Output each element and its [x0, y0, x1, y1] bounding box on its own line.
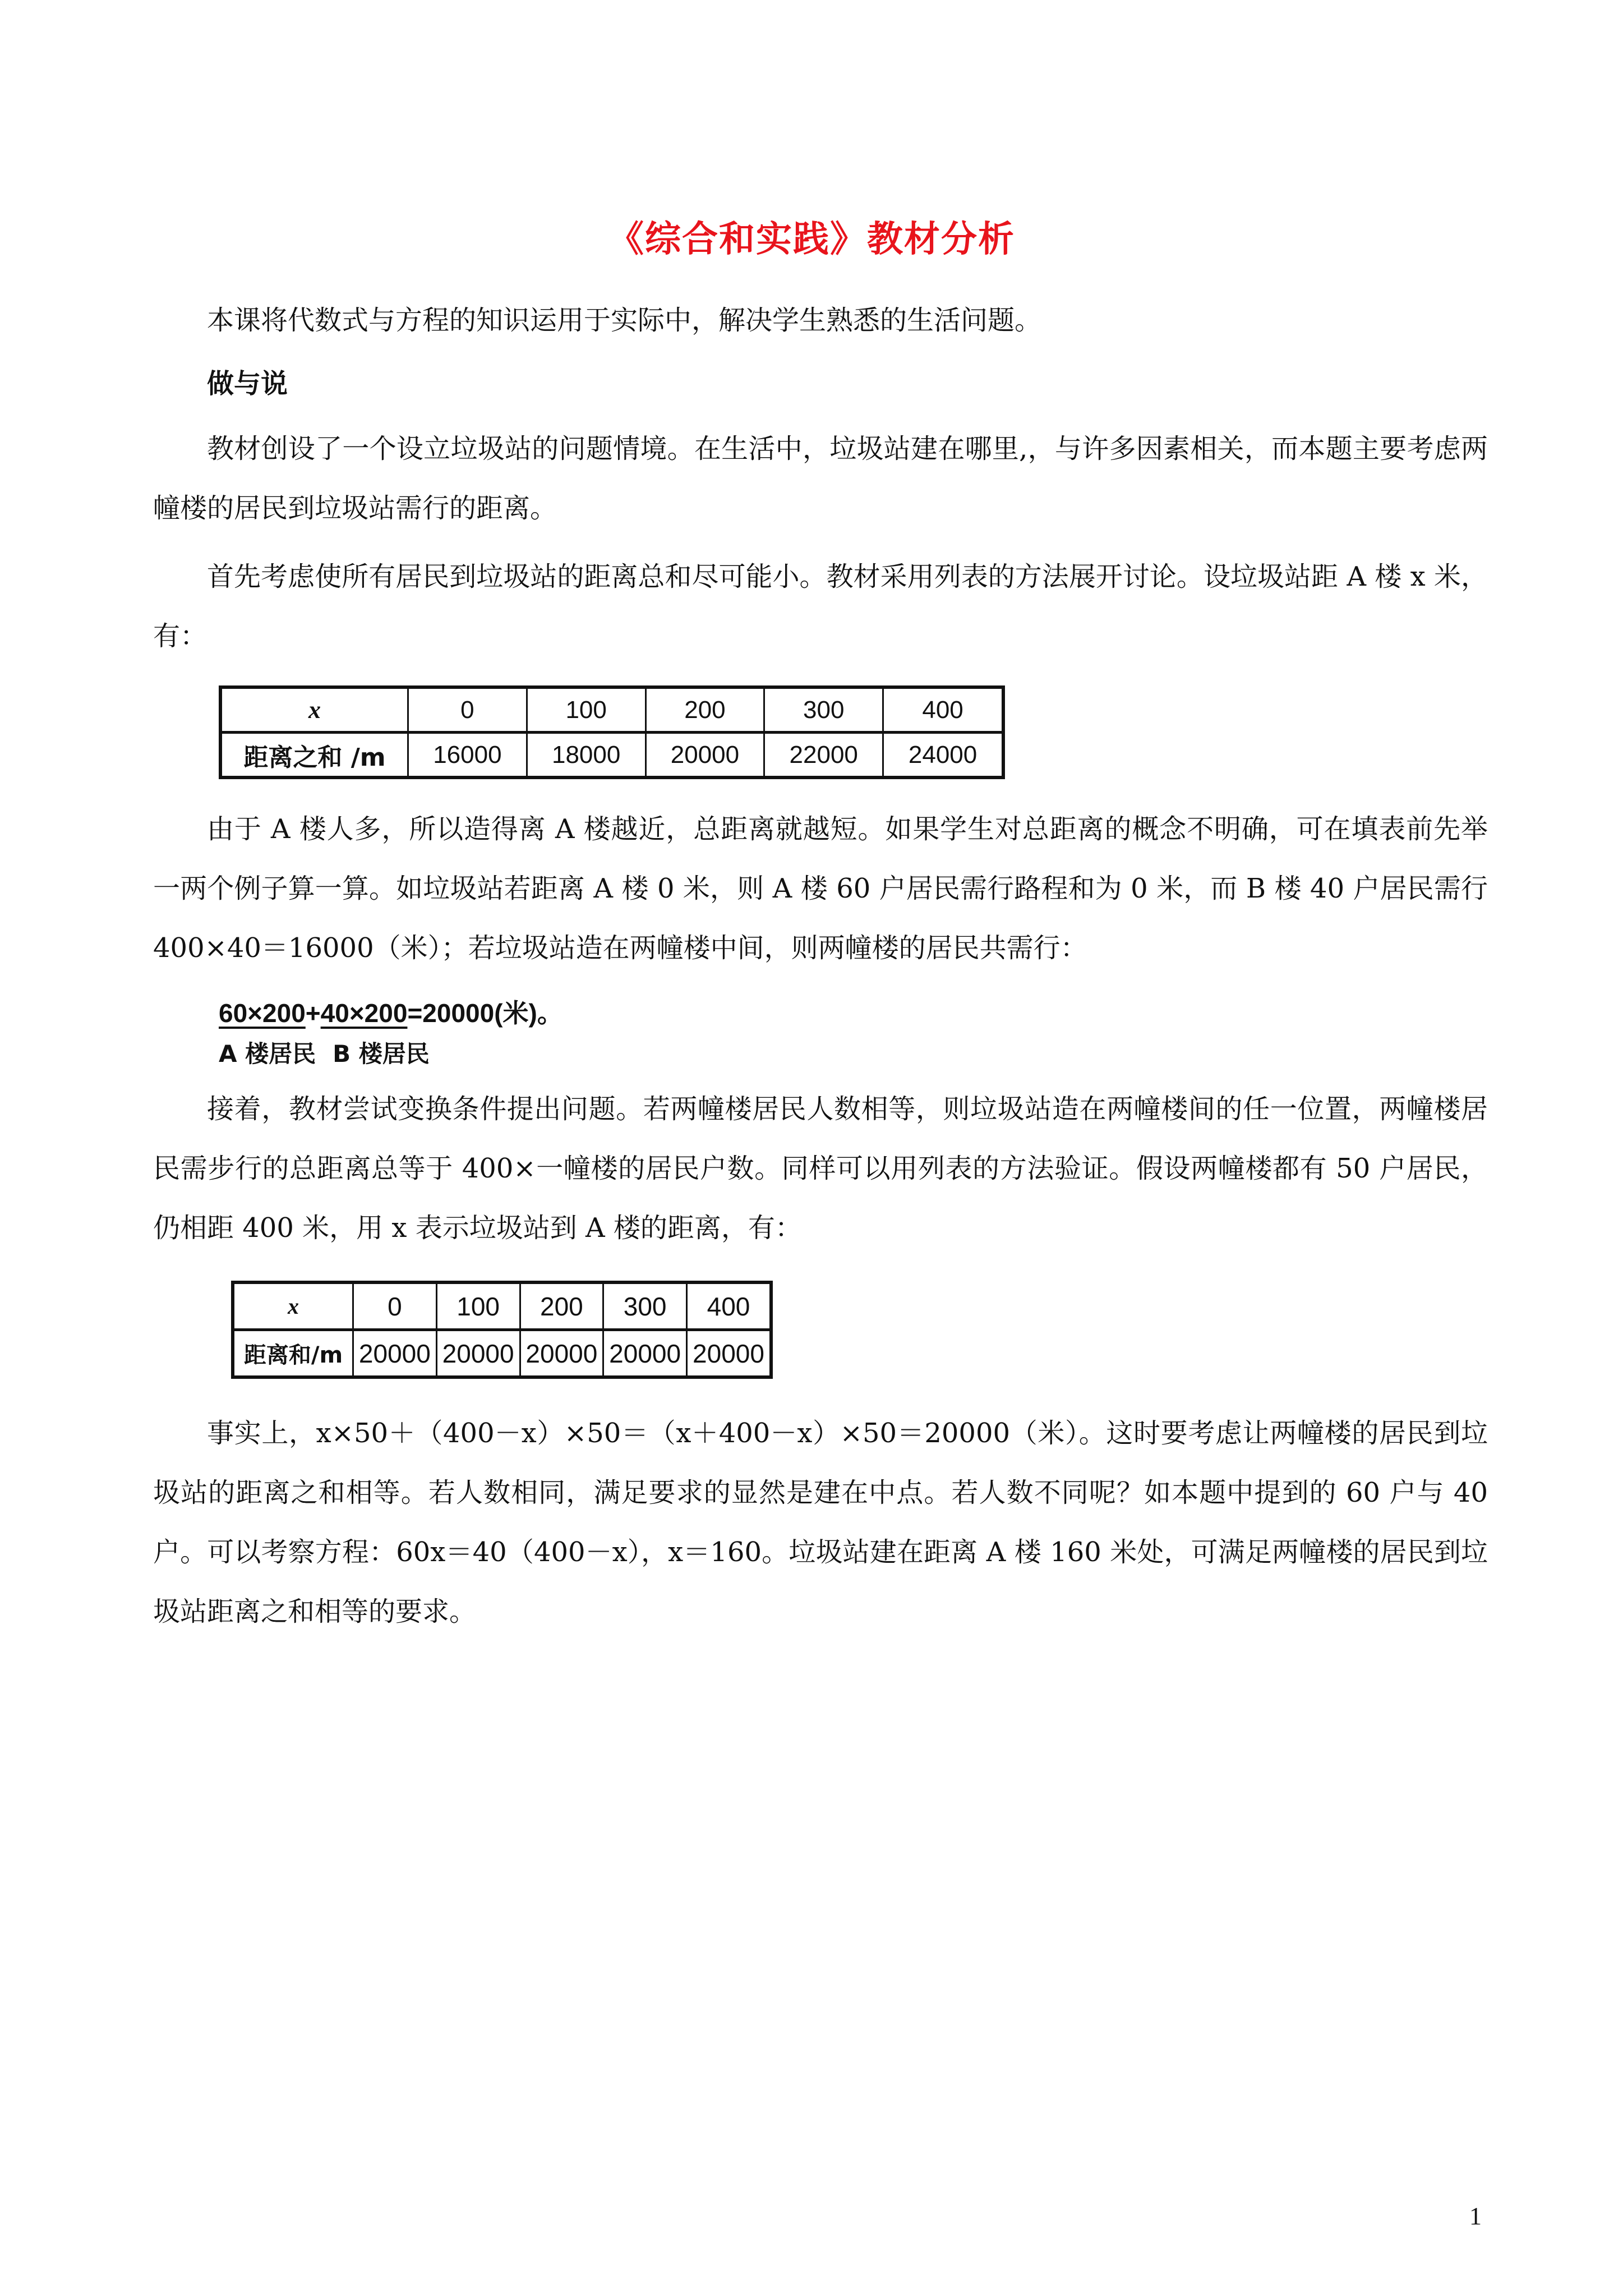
table-cell: 300: [764, 687, 883, 733]
table-row-header: 距离和/m: [233, 1330, 353, 1378]
table-cell: 20000: [603, 1330, 687, 1378]
table-cell: 0: [353, 1282, 437, 1330]
table-row: [220, 733, 1003, 778]
table-cell: 20000: [687, 1330, 772, 1378]
formula-part-a: 60×200: [219, 999, 306, 1028]
table-cell: 400: [883, 687, 1003, 733]
table-cell: 18000: [527, 733, 645, 778]
intro-paragraph: 本课将代数式与方程的知识运用于实际中，解决学生熟悉的生活问题。: [207, 305, 1042, 336]
paragraph-2: 首先考虑使所有居民到垃圾站的距离总和尽可能小。教材采用列表的方法展开讨论。设垃圾站距 A 楼 x 米，有：: [153, 561, 1488, 652]
table-row-header: x: [220, 687, 408, 733]
table-cell: 200: [645, 687, 764, 733]
paragraph-1: 教材创设了一个设立垃圾站的问题情境。在生活中，垃圾站建在哪里,，与许多因素相关，而本题主要考虑两幢楼的居民到垃圾站需行的距离。: [153, 433, 1488, 524]
formula-label-a: A 楼居民: [219, 1040, 316, 1068]
table-cell: 100: [436, 1282, 520, 1330]
distance-table-2: [231, 1281, 773, 1379]
table-row: [220, 687, 1003, 733]
table-cell: 22000: [764, 733, 883, 778]
formula-plus: +: [305, 999, 321, 1028]
table-row: [233, 1330, 771, 1378]
formula-part-b: 40×200: [320, 999, 408, 1028]
table-cell: 400: [687, 1282, 772, 1330]
table-cell: 20000: [353, 1330, 437, 1378]
formula-result: =20000(米)。: [407, 999, 563, 1028]
table-row: [233, 1282, 771, 1330]
table-cell: 16000: [408, 733, 527, 778]
section-heading: 做与说: [207, 368, 288, 399]
table-cell: 100: [527, 687, 645, 733]
formula-labels: [219, 1036, 430, 1069]
table-cell: 20000: [645, 733, 764, 778]
page-title: 《综合和实践》教材分析: [608, 219, 1015, 260]
table-cell: 20000: [436, 1330, 520, 1378]
table-cell: 0: [408, 687, 527, 733]
paragraph-5: 事实上，x×50＋（400－x）×50＝（x＋400－x）×50＝20000（米）。这时要考虑让两幢楼的居民到垃圾站的距离之和相等。若人数相同，满足要求的显然是建在中点。若人数不同呢？如本题中提到的 60 户与 40 户。可以考察方程：60x＝40（400－x），x＝160。垃圾站建在距离 A 楼 160 米处，可满足两幢楼的居民到垃圾站距离之和相等的要求。: [153, 1418, 1488, 1627]
table-row-header: 距离之和 /m: [220, 733, 408, 778]
table-cell: 24000: [883, 733, 1003, 778]
formula-label-b: B 楼居民: [333, 1040, 430, 1068]
page-number: 1: [1469, 2202, 1482, 2230]
table-cell: 20000: [520, 1330, 603, 1378]
table-cell: 200: [520, 1282, 603, 1330]
distance-table-1: [219, 685, 1005, 779]
paragraph-3: 由于 A 楼人多，所以造得离 A 楼越近，总距离就越短。如果学生对总距离的概念不明确，可在填表前先举一两个例子算一算。如垃圾站若距离 A 楼 0 米，则 A 楼 60 户居民需行路程和为 0 米，而 B 楼 40 户居民需行 400×40＝16000（米）；若垃圾站造在两幢楼中间，则两幢楼的居民共需行：: [153, 813, 1488, 964]
table-row-header: x: [233, 1282, 353, 1330]
paragraph-4: 接着，教材尝试变换条件提出问题。若两幢楼居民人数相等，则垃圾站造在两幢楼间的任一位置，两幢楼居民需步行的总距离总等于 400×一幢楼的居民户数。同样可以用列表的方法验证。假设两幢楼都有 50 户居民，仍相距 400 米，用 x 表示垃圾站到 A 楼的距离，有：: [153, 1093, 1488, 1244]
table-cell: 300: [603, 1282, 687, 1330]
formula-line: [219, 993, 563, 1030]
